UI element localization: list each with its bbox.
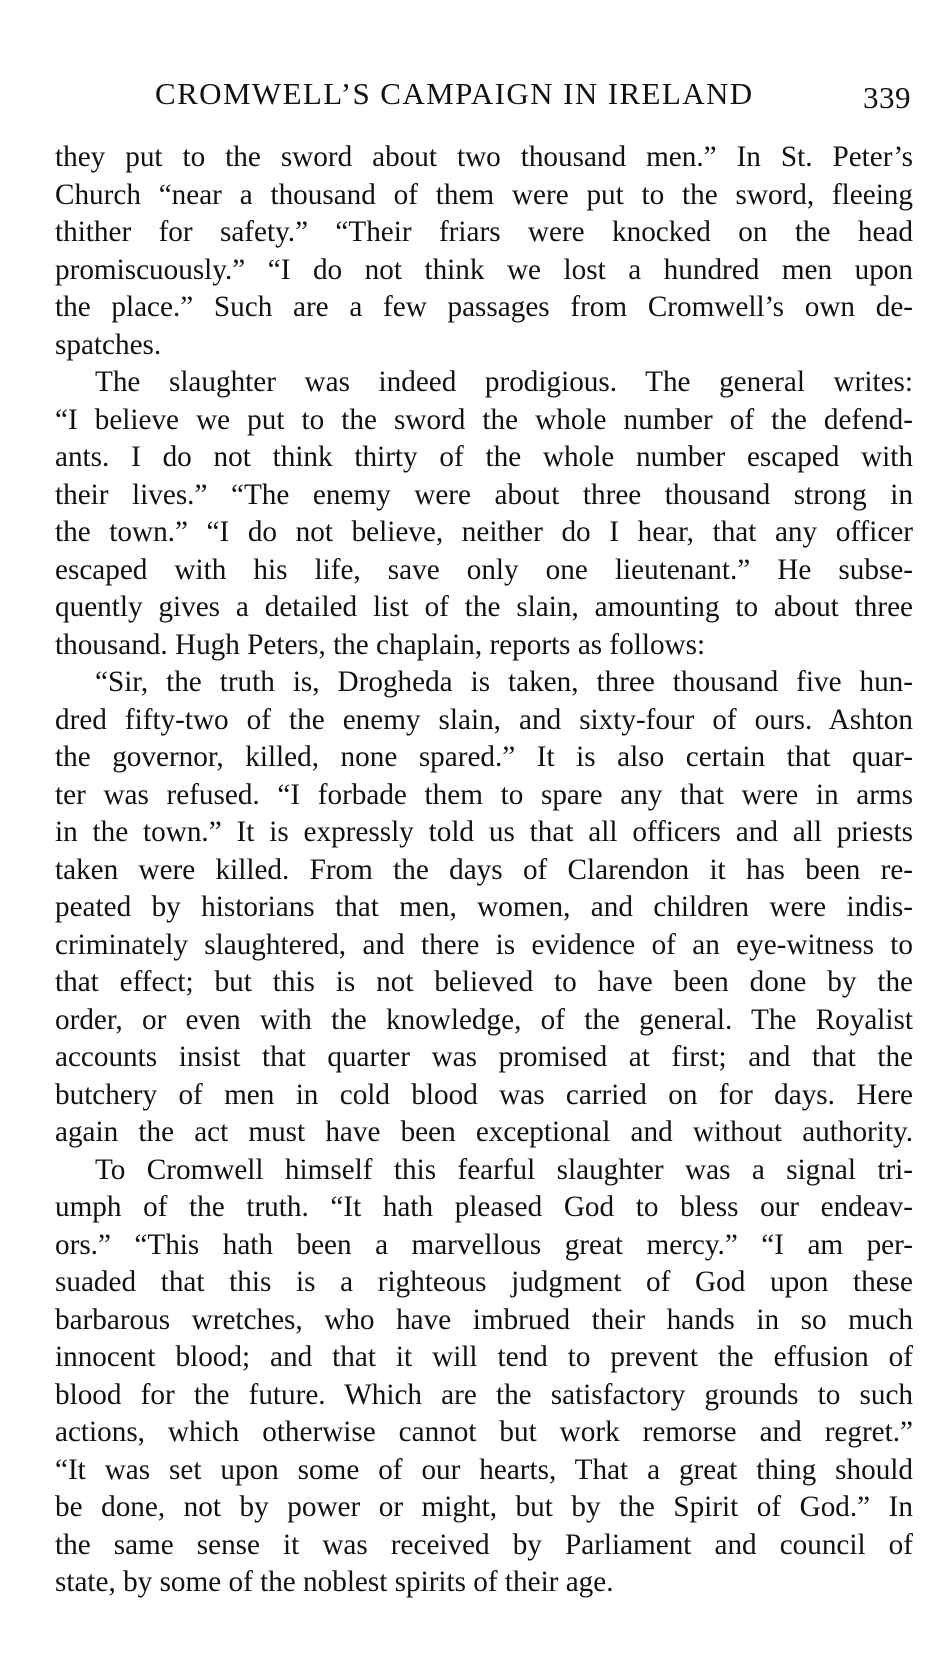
text-line: escaped with his life, save only one lieutenant.” He subse- bbox=[55, 553, 913, 586]
paragraph-end-line: thousand. Hugh Peters, the chaplain, reports as follows: bbox=[55, 628, 706, 661]
text-line: blood for the future. Which are the satisfactory grounds to such bbox=[55, 1378, 913, 1411]
text-line: dred fifty-two of the enemy slain, and sixty-four of ours. Ashton bbox=[55, 703, 913, 736]
text-line: in the town.” It is expressly told us that all officers and all priests bbox=[55, 816, 913, 848]
text-line: the same sense it was received by Parliament and council of bbox=[55, 1528, 913, 1561]
text-line: Church “near a thousand of them were put to the sword, fleeing bbox=[55, 178, 913, 211]
text-line: innocent blood; and that it will tend to prevent the effusion of bbox=[55, 1341, 913, 1373]
text-line: that effect; but this is not believed to have been done by the bbox=[55, 966, 913, 998]
text-line: butchery of men in cold blood was carried on for days. Here bbox=[55, 1078, 913, 1111]
paragraph-first-line: “Sir, the truth is, Drogheda is taken, three thousand five hun- bbox=[95, 666, 913, 698]
text-line: actions, which otherwise cannot but work remorse and regret.” bbox=[55, 1416, 913, 1448]
text-line: promiscuously.” “I do not think we lost a hundred men upon bbox=[55, 253, 913, 286]
running-header bbox=[55, 70, 913, 118]
text-line: ants. I do not think thirty of the whole number escaped with bbox=[55, 441, 913, 473]
text-line: ors.” “This hath been a marvellous great mercy.” “I am per- bbox=[55, 1228, 913, 1261]
text-line: they put to the sword about two thousand men.” In St. Peter’s bbox=[55, 141, 913, 173]
text-line: taken were killed. From the days of Clarendon it has been re- bbox=[55, 853, 913, 886]
text-line: the governor, killed, none spared.” It is also certain that quar- bbox=[55, 741, 913, 773]
text-line: order, or even with the knowledge, of the general. The Royalist bbox=[55, 1003, 913, 1036]
text-line: quently gives a detailed list of the slain, amounting to about three bbox=[55, 591, 913, 623]
paragraph-end-line: spatches. bbox=[55, 328, 162, 361]
text-line: umph of the truth. “It hath pleased God to bless our endeav- bbox=[55, 1191, 913, 1223]
text-line: the place.” Such are a few passages from Cromwell’s own de- bbox=[55, 291, 913, 323]
body-text bbox=[55, 139, 913, 1602]
text-line: peated by historians that men, women, and children were indis- bbox=[55, 891, 913, 923]
paragraph-first-line: To Cromwell himself this fearful slaughter was a signal tri- bbox=[95, 1153, 913, 1186]
paragraph-first-line: The slaughter was indeed prodigious. The general writes: bbox=[95, 366, 913, 398]
text-line: “I believe we put to the sword the whole number of the defend- bbox=[55, 403, 913, 436]
text-line: accounts insist that quarter was promised at first; and that the bbox=[55, 1041, 913, 1073]
text-line: criminately slaughtered, and there is evidence of an eye-witness to bbox=[55, 928, 913, 961]
paragraph-end-line: state, by some of the noblest spirits of their age. bbox=[55, 1566, 614, 1598]
running-title: CROMWELL’S CAMPAIGN IN IRELAND bbox=[155, 76, 754, 111]
text-line: again the act must have been exceptional and without authority. bbox=[55, 1116, 913, 1148]
text-line: the town.” “I do not believe, neither do I hear, that any officer bbox=[55, 516, 913, 548]
text-line: “It was set upon some of our hearts, That a great thing should bbox=[55, 1453, 913, 1486]
text-line: ter was refused. “I forbade them to spare any that were in arms bbox=[55, 778, 913, 811]
text-line: barbarous wretches, who have imbrued their hands in so much bbox=[55, 1303, 913, 1336]
page-number: 339 bbox=[863, 80, 911, 115]
text-line: suaded that this is a righteous judgment of God upon these bbox=[55, 1266, 913, 1298]
text-line: be done, not by power or might, but by the Spirit of God.” In bbox=[55, 1491, 913, 1523]
text-line: their lives.” “The enemy were about three thousand strong in bbox=[55, 478, 913, 511]
text-line: thither for safety.” “Their friars were knocked on the head bbox=[55, 216, 913, 248]
